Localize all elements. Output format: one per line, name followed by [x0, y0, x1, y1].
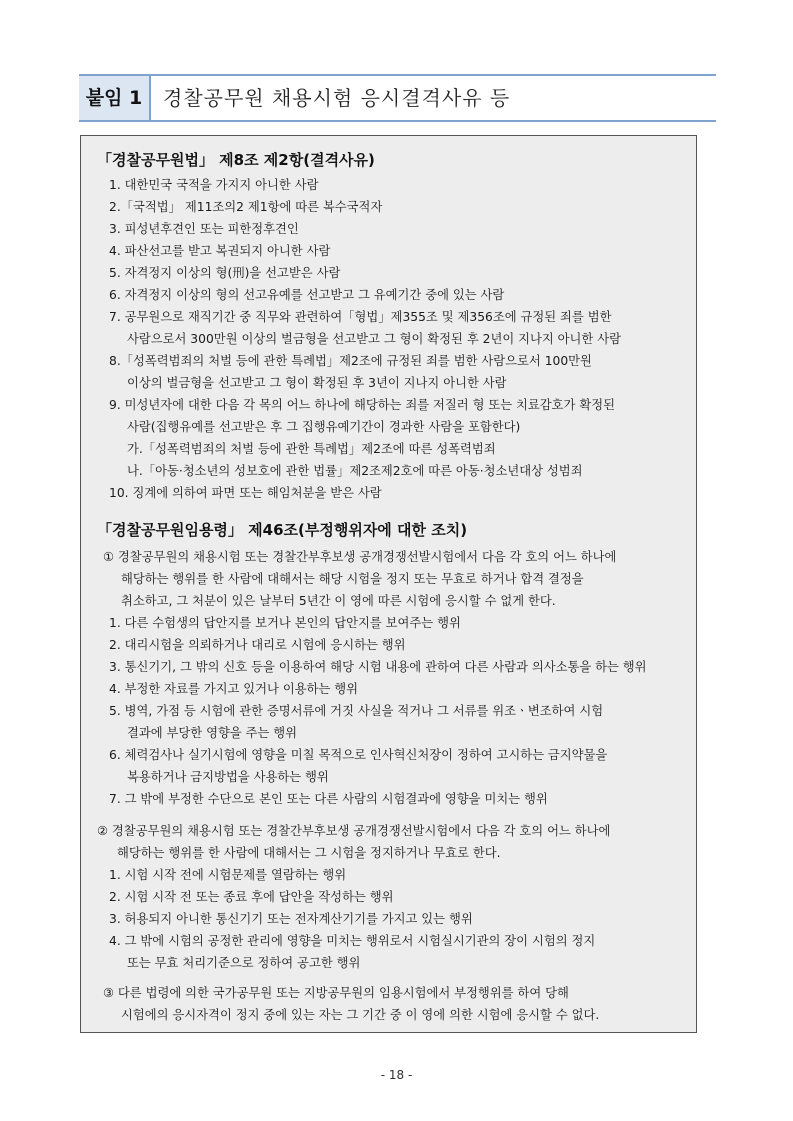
section2-title: 「경찰공무원임용령」 제46조(부정행위자에 대한 조치): [97, 521, 468, 539]
page-number: - 18 -: [380, 1068, 413, 1082]
section2-line: 4. 부정한 자료를 가지고 있거나 이용하는 행위: [109, 682, 359, 696]
section1-line: 4. 파산선고를 받고 복권되지 아니한 사람: [109, 244, 331, 258]
attachment-header: [79, 74, 716, 122]
section1-line: 사람으로서 300만원 이상의 벌금형을 선고받고 그 형이 확정된 후 2년이 지나지 아니한 사람: [127, 332, 621, 346]
section2-line: ② 경찰공무원의 채용시험 또는 경찰간부후보생 공개경쟁선발시험에서 다음 각 호의 어느 하나에: [97, 824, 611, 838]
section2-line: 1. 시험 시작 전에 시험문제를 열람하는 행위: [109, 868, 347, 882]
section2-line: 6. 체력검사나 실기시험에 영향을 미칠 목적으로 인사혁신처장이 정하여 고시하는 금지약물을: [109, 748, 608, 762]
section1-line: 8.「성폭력범죄의 처벌 등에 관한 특례법」제2조에 규정된 죄를 범한 사람으로서 100만원: [109, 354, 592, 368]
section1-line: 3. 피성년후견인 또는 피한정후견인: [109, 222, 299, 236]
attachment-title: 경찰공무원 채용시험 응시결격사유 등: [163, 86, 511, 110]
section2-line: 1. 다른 수험생의 답안지를 보거나 본인의 답안지를 보여주는 행위: [109, 616, 461, 630]
content-box: [80, 135, 697, 1033]
section2-line: 3. 통신기기, 그 밖의 신호 등을 이용하여 해당 시험 내용에 관하여 다른 사람과 의사소통을 하는 행위: [109, 660, 647, 674]
section1-title: 「경찰공무원법」 제8조 제2항(결격사유): [97, 151, 375, 169]
section2-line: 또는 무효 처리기준으로 정하여 공고한 행위: [127, 956, 361, 970]
section1-line: 6. 자격정지 이상의 형의 선고유예를 선고받고 그 유예기간 중에 있는 사람: [109, 288, 505, 302]
section1-line: 사람(집행유예를 선고받은 후 그 집행유예기간이 경과한 사람을 포함한다): [127, 420, 521, 434]
section1-line: 가.「성폭력범죄의 처벌 등에 관한 특례법」제2조에 따른 성폭력범죄: [127, 442, 496, 456]
section2-line: ① 경찰공무원의 채용시험 또는 경찰간부후보생 공개경쟁선발시험에서 다음 각 호의 어느 하나에: [103, 550, 617, 564]
section1-line: 이상의 벌금형을 선고받고 그 형이 확정된 후 3년이 지나지 아니한 사람: [127, 376, 507, 390]
section2-line: 취소하고, 그 처분이 있은 날부터 5년간 이 영에 따른 시험에 응시할 수 없게 한다.: [121, 594, 556, 608]
section2-line: 4. 그 밖에 시험의 공정한 관리에 영향을 미치는 행위로서 시험실시기관의 장이 시험의 정지: [109, 934, 596, 948]
section1-line: 9. 미성년자에 대한 다음 각 목의 어느 하나에 해당하는 죄를 저질러 형 또는 치료감호가 확정된: [109, 398, 615, 412]
section1-line: 7. 공무원으로 재직기간 중 직무와 관련하여「형법」제355조 및 제356조에 규정된 죄를 범한: [109, 310, 612, 324]
section1-line: 2.「국적법」 제11조의2 제1항에 따른 복수국적자: [109, 200, 383, 214]
section2-line: 2. 시험 시작 전 또는 종료 후에 답안을 작성하는 행위: [109, 890, 394, 904]
section2-line: 3. 허용되지 아니한 통신기기 또는 전자계산기기를 가지고 있는 행위: [109, 912, 473, 926]
section2-line: 결과에 부당한 영향을 주는 행위: [127, 726, 298, 740]
section1-line: 1. 대한민국 국적을 가지지 아니한 사람: [109, 178, 319, 192]
section1-line: 나.「아동·청소년의 성보호에 관한 법률」제2조제2호에 따른 아동·청소년대상 성범죄: [127, 464, 583, 478]
section1-line: 10. 징계에 의하여 파면 또는 해임처분을 받은 사람: [109, 486, 382, 500]
section2-line: 7. 그 밖에 부정한 수단으로 본인 또는 다른 사람의 시험결과에 영향을 미치는 행위: [109, 792, 548, 806]
section2-line: ③ 다른 법령에 의한 국가공무원 또는 지방공무원의 임용시험에서 부정행위를 하여 당해: [103, 986, 569, 1000]
section2-line: 2. 대리시험을 의뢰하거나 대리로 시험에 응시하는 행위: [109, 638, 406, 652]
section2-line: 복용하거나 금지방법을 사용하는 행위: [127, 770, 329, 784]
section2-line: 5. 병역, 가점 등 시험에 관한 증명서류에 거짓 사실을 적거나 그 서류를 위조ㆍ변조하여 시험: [109, 704, 604, 718]
attachment-tag: 붙임 1: [79, 76, 151, 120]
section2-line: 해당하는 행위를 한 사람에 대해서는 그 시험을 정지하거나 무효로 한다.: [117, 846, 501, 860]
section1-line: 5. 자격정지 이상의 형(刑)을 선고받은 사람: [109, 266, 341, 280]
section2-line: 시험에의 응시자격이 정지 중에 있는 자는 그 기간 중 이 영에 의한 시험에 응시할 수 없다.: [121, 1008, 600, 1022]
section2-line: 해당하는 행위를 한 사람에 대해서는 해당 시험을 정지 또는 무효로 하거나 합격 결정을: [121, 572, 584, 586]
